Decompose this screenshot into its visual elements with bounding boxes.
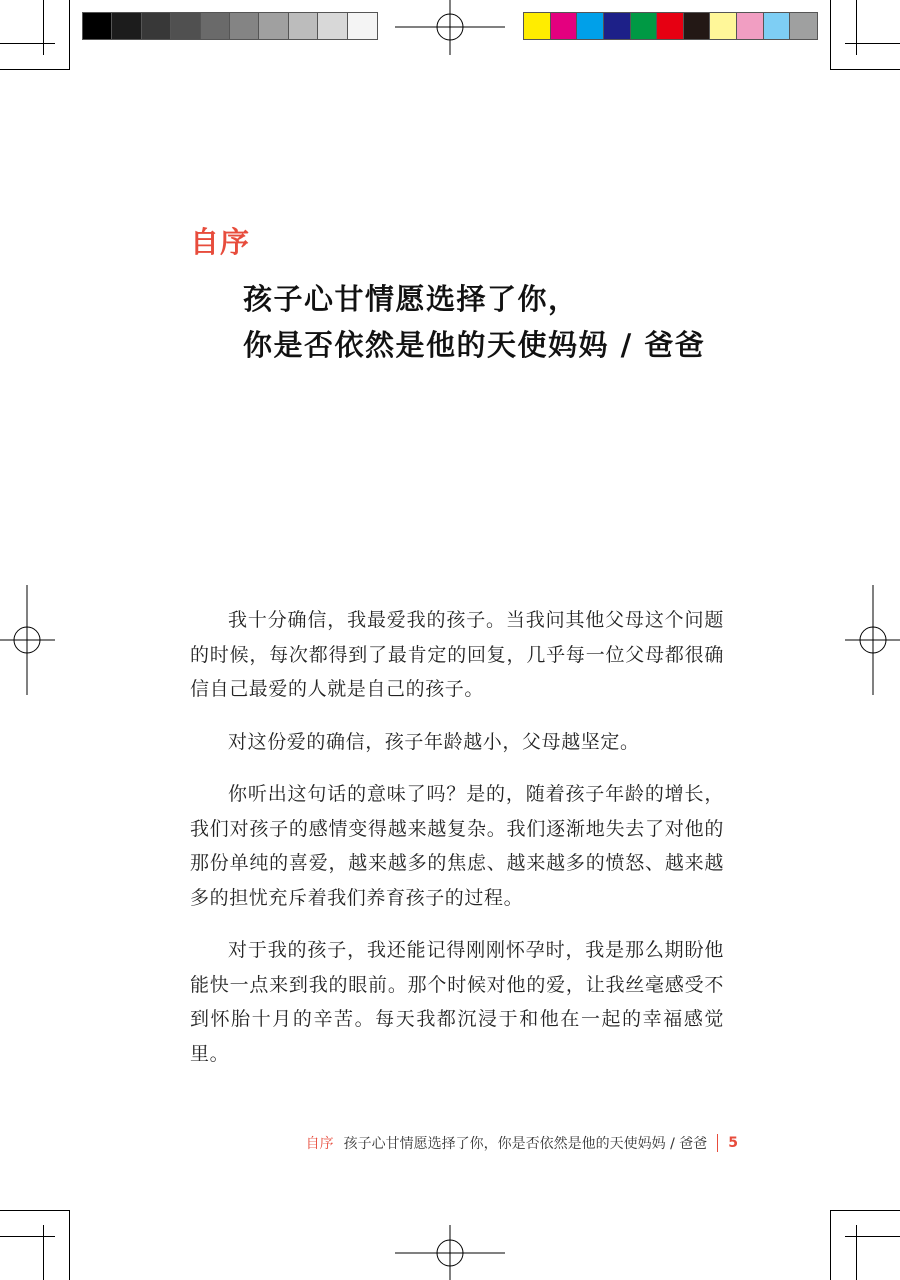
color-swatch bbox=[657, 13, 684, 39]
color-swatch bbox=[171, 13, 200, 39]
color-control-strip bbox=[523, 12, 818, 40]
color-swatch bbox=[551, 13, 578, 39]
color-swatch bbox=[631, 13, 658, 39]
registration-mark-left bbox=[0, 585, 55, 695]
paragraph: 对这份爱的确信，孩子年龄越小，父母越坚定。 bbox=[228, 730, 640, 753]
footer-section-label: 自序 bbox=[305, 1136, 334, 1152]
paragraph: 我十分确信，我最爱我的孩子。当我问其他父母这个问题的时候，每次都得到了最肯定的回复，几乎每一位父母都很确信自己最爱的人就是自己的孩子。 bbox=[190, 609, 724, 700]
footer-divider bbox=[717, 1134, 718, 1152]
crop-mark bbox=[830, 1210, 831, 1280]
color-swatch bbox=[83, 13, 112, 39]
crop-mark bbox=[845, 1236, 900, 1237]
color-swatch bbox=[764, 13, 791, 39]
paragraph: 你听出这句话的意味了吗？是的，随着孩子年龄的增长，我们对孩子的感情变得越来越复杂。我们逐渐地失去了对他的那份单纯的喜爱，越来越多的焦虑、越来越多的愤怒、越来越多的担忧充斥着我们养育孩子的过程。 bbox=[190, 783, 724, 909]
crop-mark bbox=[0, 69, 70, 70]
registration-mark-right bbox=[845, 585, 900, 695]
color-swatch bbox=[112, 13, 141, 39]
registration-mark-bottom bbox=[395, 1225, 505, 1280]
grayscale-control-strip bbox=[82, 12, 378, 40]
crop-mark bbox=[0, 43, 55, 44]
crop-mark bbox=[69, 0, 70, 70]
crop-mark bbox=[43, 1225, 44, 1280]
crop-mark bbox=[830, 1210, 900, 1211]
color-swatch bbox=[577, 13, 604, 39]
crop-mark bbox=[0, 1210, 70, 1211]
crop-mark bbox=[43, 0, 44, 55]
color-swatch bbox=[737, 13, 764, 39]
footer-running-title: 孩子心甘情愿选择了你，你是否依然是他的天使妈妈 / 爸爸 bbox=[343, 1136, 708, 1152]
chapter-title-line-2: 你是否依然是他的天使妈妈 / 爸爸 bbox=[243, 328, 706, 362]
body-text bbox=[190, 603, 724, 1089]
crop-mark bbox=[856, 0, 857, 55]
crop-mark bbox=[845, 43, 900, 44]
color-swatch bbox=[259, 13, 288, 39]
paragraph: 对于我的孩子，我还能记得刚刚怀孕时，我是那么期盼他能快一点来到我的眼前。那个时候对他的爱，让我丝毫感受不到怀胎十月的辛苦。每天我都沉浸于和他在一起的幸福感觉里。 bbox=[190, 939, 724, 1065]
color-swatch bbox=[348, 13, 377, 39]
crop-mark bbox=[856, 1225, 857, 1280]
registration-mark-top bbox=[395, 0, 505, 55]
crop-mark bbox=[0, 1236, 55, 1237]
color-swatch bbox=[524, 13, 551, 39]
color-swatch bbox=[710, 13, 737, 39]
color-swatch bbox=[684, 13, 711, 39]
color-swatch bbox=[289, 13, 318, 39]
crop-mark bbox=[830, 0, 831, 70]
color-swatch bbox=[230, 13, 259, 39]
crop-mark bbox=[830, 69, 900, 70]
color-swatch bbox=[604, 13, 631, 39]
section-label: 自序 bbox=[190, 225, 251, 259]
color-swatch bbox=[201, 13, 230, 39]
color-swatch bbox=[142, 13, 171, 39]
color-swatch bbox=[790, 13, 817, 39]
page-number: 5 bbox=[728, 1135, 738, 1151]
running-footer bbox=[306, 1133, 738, 1153]
color-swatch bbox=[318, 13, 347, 39]
chapter-title-line-1: 孩子心甘情愿选择了你， bbox=[243, 282, 579, 316]
crop-mark bbox=[69, 1210, 70, 1280]
